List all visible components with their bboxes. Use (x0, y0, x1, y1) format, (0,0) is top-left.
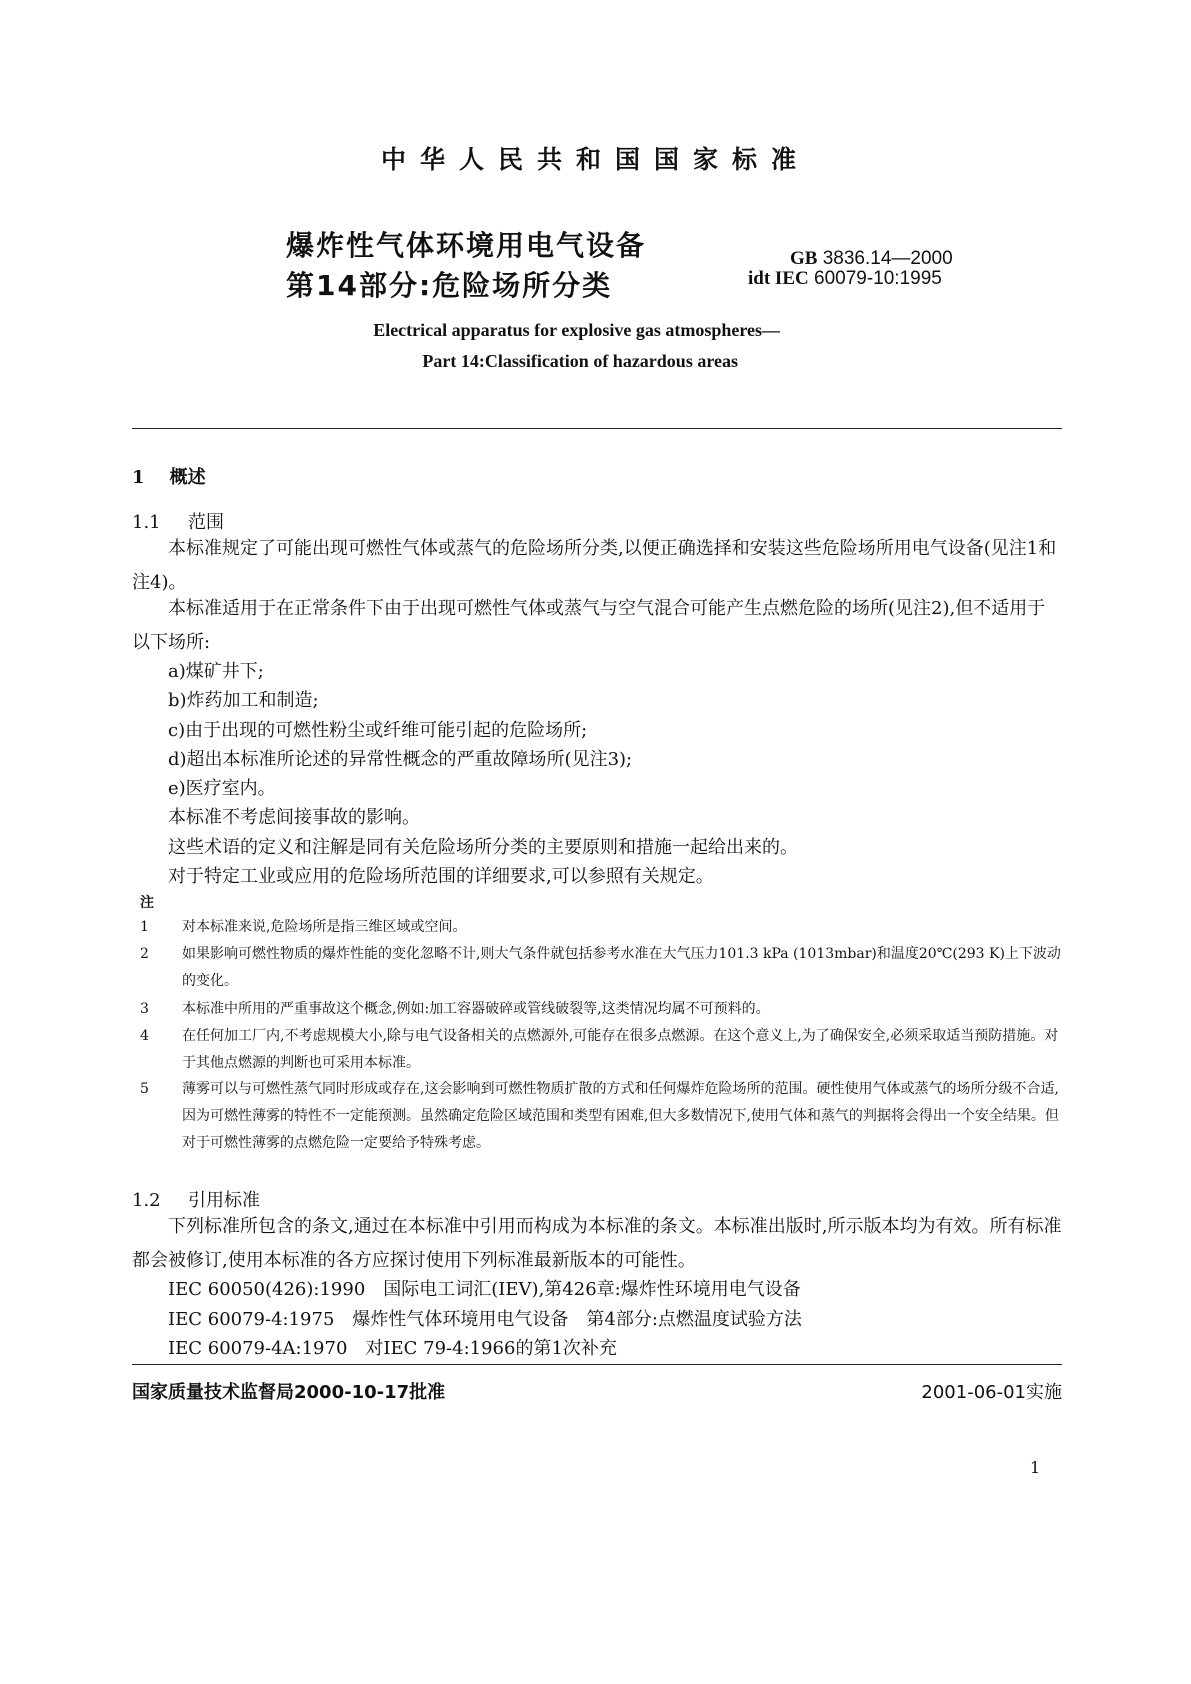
reference-item-3: IEC 60079-4A:1970 对IEC 79-4:1966的第1次补充 (168, 1338, 617, 1359)
section-1-1-title: 范围 (188, 512, 224, 533)
approval-date: 国家质量技术监督局2000-10-17批准 (132, 1382, 446, 1403)
note-2 (140, 941, 1062, 995)
note-5-number: 5 (140, 1081, 149, 1097)
note-1-text: 对本标准来说,危险场所是指三维区域或空间。 (182, 919, 467, 935)
title-en-line1: Electrical apparatus for explosive gas atmospheres— (373, 320, 780, 340)
section-1-heading (132, 463, 206, 489)
page-number: 1 (1030, 1458, 1041, 1477)
note-3-number: 3 (140, 1001, 149, 1017)
header-divider (132, 428, 1062, 429)
footer-divider (132, 1364, 1062, 1365)
idt-number (748, 268, 942, 290)
scope-item-a: a)煤矿井下; (168, 661, 264, 682)
reference-item-1: IEC 60050(426):1990 国际电工词汇(IEV),第426章:爆炸性环境用电气设备 (168, 1279, 801, 1300)
scope-paragraph-1: 本标准规定了可能出现可燃性气体或蒸气的危险场所分类,以便正确选择和安装这些危险场所用电气设备(见注1和注4)。 (132, 538, 1057, 593)
scope-paragraph-5: 对于特定工业或应用的危险场所范围的详细要求,可以参照有关规定。 (168, 866, 714, 887)
section-1-2-number: 1.2 (132, 1190, 161, 1211)
scope-item-c: c)由于出现的可燃性粉尘或纤维可能引起的危险场所; (168, 720, 588, 741)
scope-item-b: b)炸药加工和制造; (168, 690, 319, 711)
gb-number-value: 3836.14—2000 (822, 248, 953, 269)
title-cn-line1: 爆炸性气体环境用电气设备 (286, 229, 647, 262)
reference-item-2: IEC 60079-4:1975 爆炸性气体环境用电气设备 第4部分:点燃温度试验方法 (168, 1309, 802, 1330)
title-cn-line2: 第14部分:危险场所分类 (286, 269, 613, 302)
references-paragraph: 下列标准所包含的条文,通过在本标准中引用而构成为本标准的条文。本标准出版时,所示版本均为有效。所有标准都会被修订,使用本标准的各方应探讨使用下列标准最新版本的可能性。 (132, 1216, 1062, 1271)
idt-number-value: 60079-10:1995 (814, 268, 942, 289)
gb-number (790, 248, 953, 270)
scope-paragraph-4: 这些术语的定义和注解是同有关危险场所分类的主要原则和措施一起给出来的。 (168, 837, 798, 858)
note-4-number: 4 (140, 1028, 149, 1044)
note-1 (140, 914, 1062, 941)
note-5-text: 薄雾可以与可燃性蒸气同时形成或存在,这会影响到可燃性物质扩散的方式和任何爆炸危险场所的范围。硬性使用气体或蒸气的场所分级不合适,因为可燃性薄雾的特性不一定能预测。虽然确定危险区域范围和类型有困难,但大多数情况下,使用气体和蒸气的判据将会得出一个安全结果。但对于可燃性薄雾的点燃危险一定要给予特殊考虑。 (182, 1081, 1059, 1151)
note-2-number: 2 (140, 946, 149, 962)
note-4-text: 在任何加工厂内,不考虑规模大小,除与电气设备相关的点燃源外,可能存在很多点燃源。在这个意义上,为了确保安全,必须采取适当预防措施。对于其他点燃源的判断也可采用本标准。 (182, 1028, 1059, 1071)
note-2-text: 如果影响可燃性物质的爆炸性能的变化忽略不计,则大气条件就包括参考水准在大气压力101.3 kPa (1013mbar)和温度20℃(293 K)上下波动的变化。 (182, 946, 1061, 989)
note-5 (140, 1076, 1062, 1157)
scope-paragraph-3: 本标准不考虑间接事故的影响。 (168, 807, 420, 828)
notes-label: 注 (140, 895, 154, 911)
section-1-1-number: 1.1 (132, 512, 161, 533)
section-1-2-title: 引用标准 (188, 1190, 260, 1211)
note-3-text: 本标准中所用的严重事故这个概念,例如:加工容器破碎或管线破裂等,这类情况均属不可预料的。 (182, 1001, 770, 1017)
note-3 (140, 996, 1062, 1023)
gb-prefix: GB (790, 248, 818, 269)
section-1-2-heading (132, 1186, 260, 1212)
section-1-title: 概述 (169, 467, 206, 488)
title-en-line2: Part 14:Classification of hazardous areas (422, 351, 738, 371)
implementation-date: 2001-06-01实施 (921, 1382, 1062, 1403)
scope-item-d: d)超出本标准所论述的异常性概念的严重故障场所(见注3); (168, 749, 633, 770)
section-1-1-heading (132, 508, 224, 534)
idt-prefix: idt IEC (748, 268, 809, 289)
scope-item-e: e)医疗室内。 (168, 778, 276, 799)
note-4 (140, 1023, 1062, 1077)
scope-paragraph-2: 本标准适用于在正常条件下由于出现可燃性气体或蒸气与空气混合可能产生点燃危险的场所(见注2),但不适用于以下场所: (132, 598, 1046, 653)
note-1-number: 1 (140, 919, 149, 935)
section-1-number: 1 (132, 467, 145, 488)
standard-header: 中华人民共和国国家标准 (380, 145, 810, 174)
